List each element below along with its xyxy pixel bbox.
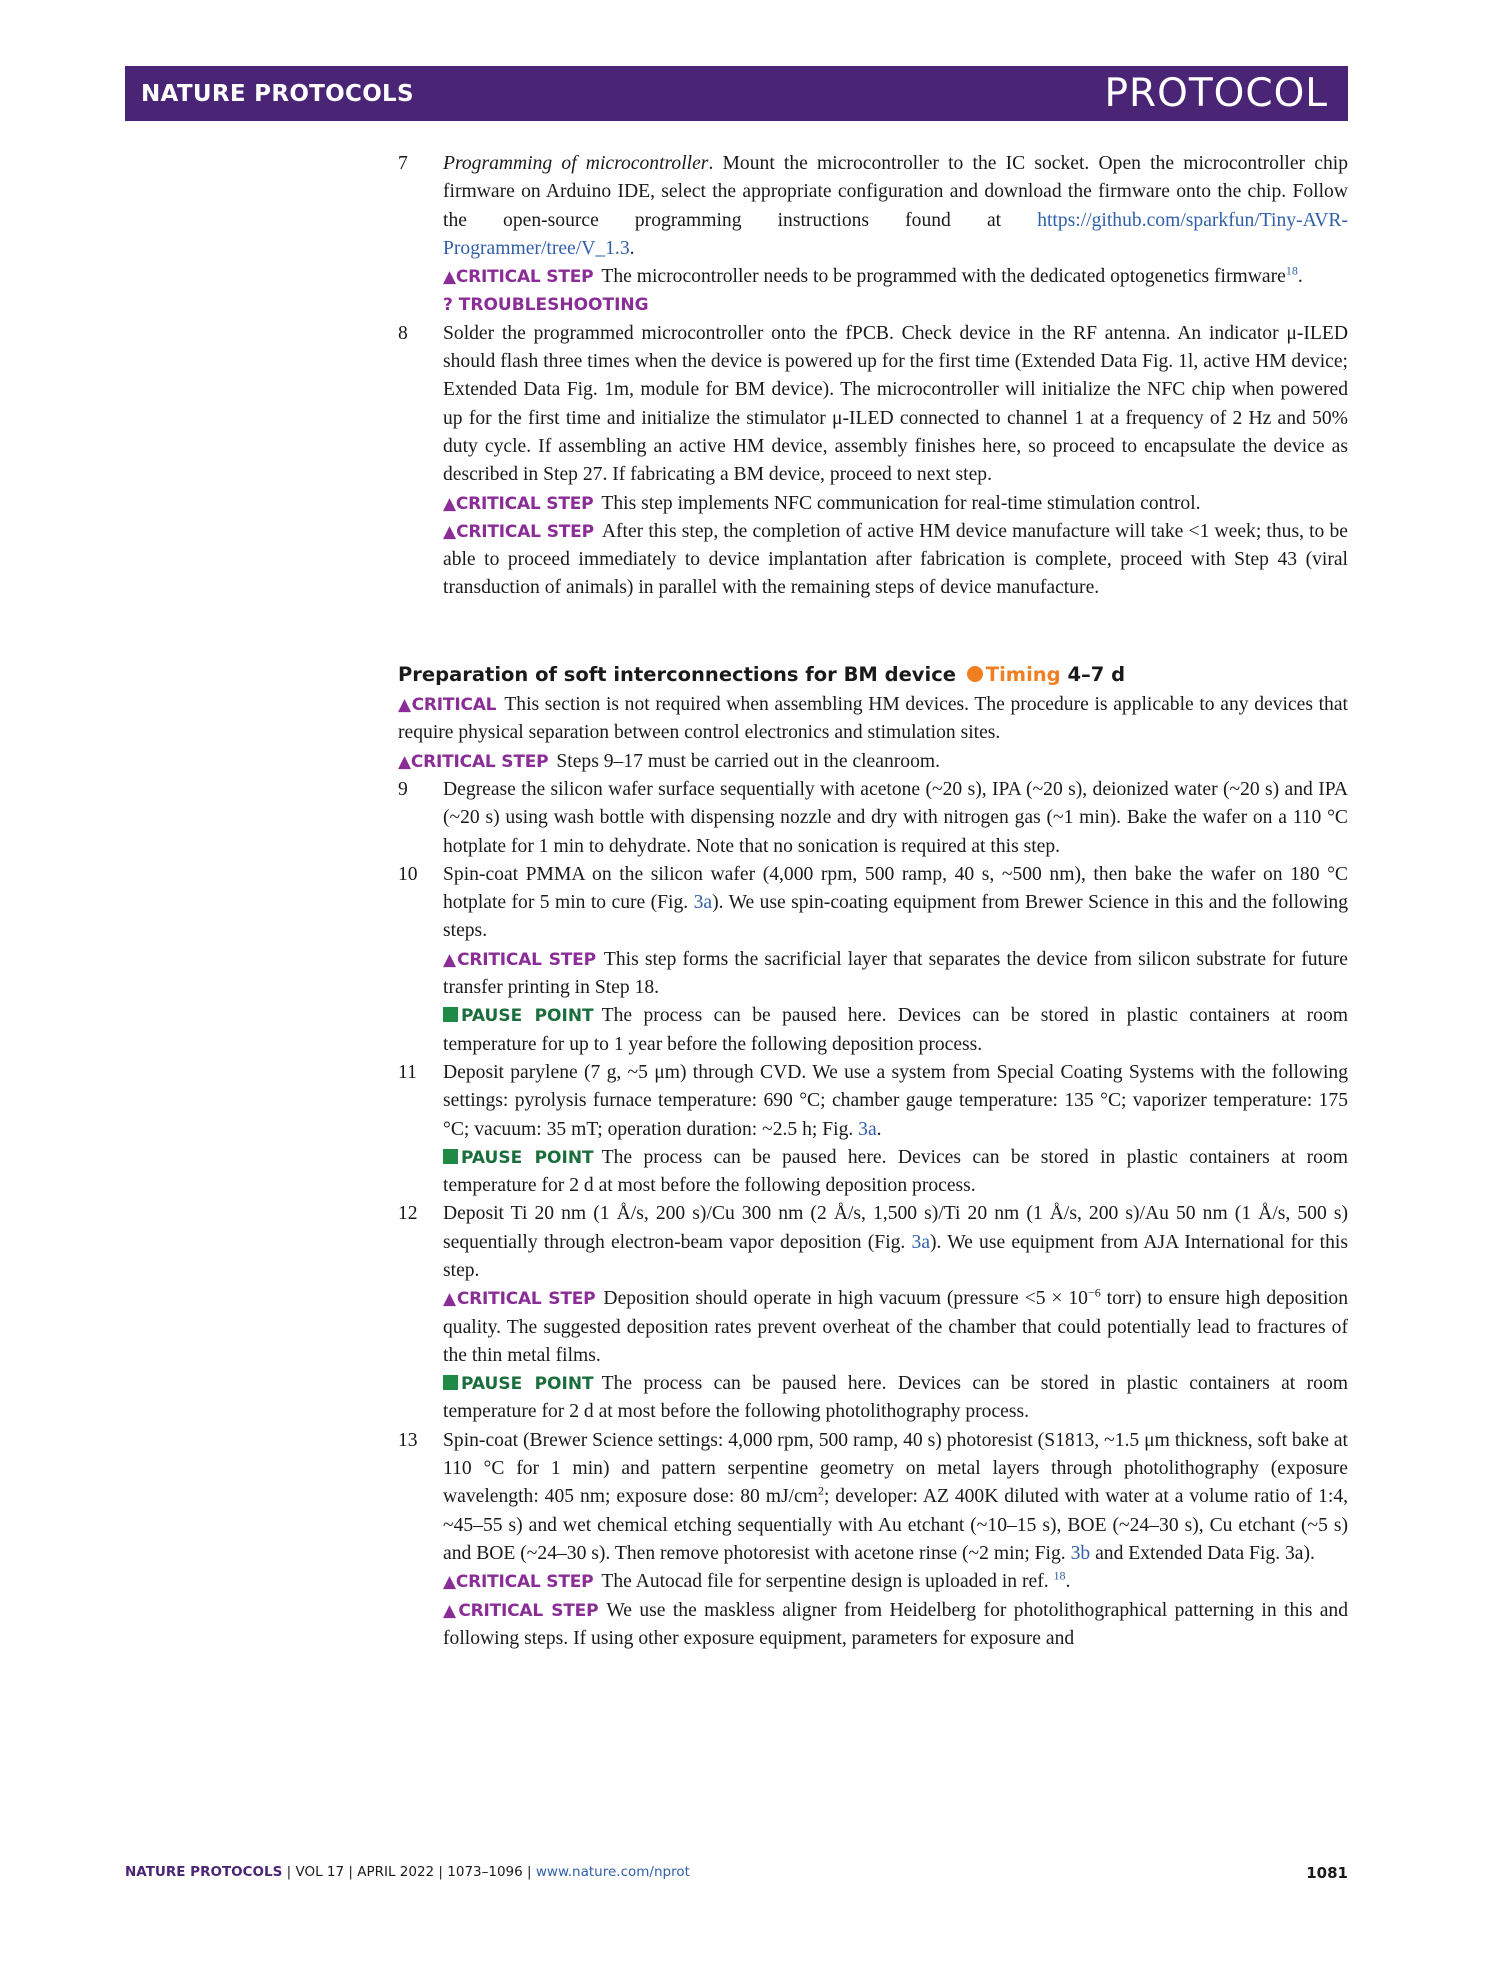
section-title: Preparation of soft interconnections for BM device <box>398 662 956 686</box>
critical-step-note: ▲CRITICAL STEP This step implements NFC communication for real-time stimulation control. <box>443 492 1201 514</box>
github-link[interactable]: https://github.com/sparkfun/Tiny-AVR-Programmer/tree/V_1.3 <box>443 209 1348 259</box>
pause-point-label: PAUSE POINT <box>443 1006 594 1026</box>
critical-step-note: ▲CRITICAL STEP This step forms the sacrificial layer that separates the device from silicon substrate for future transfer printing in Step 18. <box>443 948 1348 999</box>
pause-point-label: PAUSE POINT <box>443 1374 594 1394</box>
step-text: Degrease the silicon wafer surface sequentially with acetone (~20 s), IPA (~20 s), deionized water (~20 s) and IPA (~20 s) using wash bottle with dispensing nozzle and dry with nitrogen gas (~1 min). Bake the wafer on a 110 °C hotplate for 1 min to dehydrate. Note that no sonication is required at this step. <box>443 778 1348 857</box>
step-number: 7 <box>398 153 408 174</box>
step-title: Programming of microcontroller <box>443 153 709 174</box>
step-number: 11 <box>398 1061 417 1083</box>
footer-url-link[interactable]: www.nature.com/nprot <box>535 1864 690 1880</box>
step-number: 9 <box>398 778 408 800</box>
step-text: Solder the programmed microcontroller onto the fPCB. Check device in the RF antenna. An indicator μ-ILED should flash three times when the device is powered up for the first time (Extended Data Fig. 1l, active HM device; Extended Data Fig. 1m, module for BM device). The microcontroller will initialize the NFC chip when powered up for the first time and initialize the stimulator μ-ILED connected to channel 1 at a frequency of 2 Hz and 50% duty cycle. If assembling an active HM device, assembly finishes here, so proceed to encapsulate the device as described in Step 27. If fabricating a BM device, proceed to next step. <box>443 322 1348 486</box>
step-7: 7 Programming of microcontroller. Mount the microcontroller to the IC socket. Open the microcontroller chip firmware on Arduino IDE, select the appropriate configuration and download the firmware onto the chip. Follow the open-source programming instructions found at https://github.com/sparkfun/Tiny-AVR-Programmer/tree/V_1.3. <box>398 150 1348 263</box>
step-number: 12 <box>398 1203 418 1225</box>
article-body <box>398 150 1348 1653</box>
critical-step-note: ▲CRITICAL STEP Deposition should operate in high vacuum (pressure $<5 \times 10^{-6}$ torr) to ensure high deposition quality. The suggested deposition rates prevent overheat of the chamber that could potentially lead to fractures of the thin metal films. <box>443 1285 1348 1366</box>
critical-step-label: ▲CRITICAL STEP <box>443 949 596 970</box>
article-type-label: PROTOCOL <box>1104 71 1328 116</box>
critical-label: ▲CRITICAL <box>398 695 497 716</box>
critical-step-label: ▲CRITICAL STEP <box>443 493 594 514</box>
step-10: 10 Spin-coat PMMA on the silicon wafer (4,000 rpm, 500 ramp, 40 s, ~500 nm), then bake the wafer on 180 °C hotplate for 5 min to cure (Fig. 3a). We use spin-coating equipment from Brewer Science in this and the following steps. <box>398 861 1348 946</box>
pause-point-note: PAUSE POINT The process can be paused here. Devices can be stored in plastic containers at room temperature for 2 d at most before the following deposition process. <box>443 1146 1348 1197</box>
step-number: 8 <box>398 322 408 344</box>
critical-step-note: ▲CRITICAL STEP After this step, the completion of active HM device manufacture will take <1 week; thus, to be able to proceed immediately to device implantation after fabrication is complete, proceed with Step 43 (viral transduction of animals) in parallel with the remaining steps of device manufacture. <box>443 520 1348 599</box>
critical-section-note: ▲CRITICAL This section is not required when assembling HM devices. The procedure is applicable to any devices that require physical separation between control electronics and stimulation sites. <box>398 694 1348 744</box>
critical-step-label: ▲CRITICAL STEP <box>443 1289 596 1310</box>
critical-step-label: ▲CRITICAL STEP <box>443 1600 599 1621</box>
critical-step-label: ▲CRITICAL STEP <box>443 1572 594 1593</box>
reference-link[interactable]: 18 <box>1053 1568 1066 1583</box>
page-footer <box>125 1864 1348 1882</box>
pause-point-label: PAUSE POINT <box>443 1148 594 1168</box>
pause-square-icon <box>443 1149 458 1164</box>
step-number: 13 <box>398 1429 418 1451</box>
critical-step-note: ▲CRITICAL STEP The microcontroller needs to be programmed with the dedicated optogenetics firmware$^{18}$. <box>443 263 1303 288</box>
step-9 <box>398 776 1348 861</box>
critical-step-label: ▲CRITICAL STEP <box>398 751 549 772</box>
step-8 <box>398 320 1348 490</box>
step-11: 11 Deposit parylene (7 g, ~5 μm) through CVD. We use a system from Special Coating Systems with the following settings: pyrolysis furnace temperature: 690 °C; chamber gauge temperature: 135 °C; vaporizer temperature: 175 °C; vacuum: 35 mT; operation duration: ~2.5 h; Fig. 3a. <box>398 1059 1348 1144</box>
pause-point-note: PAUSE POINT The process can be paused here. Devices can be stored in plastic containers at room temperature for 2 d at most before the following photolithography process. <box>443 1373 1348 1423</box>
step-13: 13 Spin-coat (Brewer Science settings: 4,000 rpm, 500 ramp, 40 s) photoresist (S1813, ~1.5 μm thickness, soft bake at 110 °C for 1 min) and pattern serpentine geometry on metal layers through photolithography (exposure wavelength: 405 nm; exposure dose: 80 $mJ/cm^2$; developer: AZ 400K diluted with water at a volume ratio of 1:4, ~45–55 s) and wet chemical etching sequentially with Au etchant (~10–15 s), BOE (~24–30 s), Cu etchant (~5 s) and BOE (~24–30 s). Then remove photoresist with acetone rinse (~2 min; Fig. 3b and Extended Data Fig. 3a). <box>398 1427 1348 1568</box>
step-text: . Mount the microcontroller to the IC socket. Open the microcontroller chip firmware on Arduino IDE, select the appropriate configuration and download the firmware onto the chip. Follow the open-source programming instructions found at <box>443 153 1348 231</box>
timing-label: Timing <box>985 662 1061 686</box>
critical-step-note: ▲CRITICAL STEP We use the maskless aligner from Heidelberg for photolithographical patterning in this and following steps. If using other exposure equipment, parameters for exposure and <box>443 1599 1348 1649</box>
footer-journal: NATURE PROTOCOLS <box>125 1864 283 1880</box>
journal-name: NATURE PROTOCOLS <box>141 80 414 107</box>
pause-point-note: PAUSE POINT The process can be paused here. Devices can be stored in plastic containers at room temperature for up to 1 year before the following deposition process. <box>443 1005 1348 1055</box>
figure-link[interactable]: 3b <box>1070 1542 1091 1564</box>
footer-citation <box>125 1864 690 1882</box>
footer-details: | VOL 17 | APRIL 2022 | 1073–1096 | <box>282 1864 536 1880</box>
critical-step-label: ▲CRITICAL STEP <box>443 521 594 542</box>
timing-value: 4–7 d <box>1067 662 1126 686</box>
pause-square-icon <box>443 1007 458 1022</box>
page-number: 1081 <box>1306 1864 1348 1882</box>
troubleshooting-note <box>398 291 1348 319</box>
journal-header-bar <box>125 66 1348 121</box>
critical-step-note: ▲CRITICAL STEP Steps 9–17 must be carried out in the cleanroom. <box>398 750 941 772</box>
figure-link[interactable]: 3a <box>858 1118 877 1140</box>
section-heading <box>398 661 1348 689</box>
troubleshooting-label[interactable]: ? TROUBLESHOOTING <box>443 295 649 316</box>
critical-step-note: ▲CRITICAL STEP The Autocad file for serpentine design is uploaded in ref. $^{18}$. <box>443 1568 1071 1593</box>
critical-step-label: ▲CRITICAL STEP <box>443 267 594 288</box>
timing-icon <box>967 666 983 682</box>
reference-link[interactable]: 18 <box>1285 263 1298 278</box>
figure-link[interactable]: 3a <box>911 1231 931 1253</box>
figure-link[interactable]: 3a <box>693 892 713 914</box>
step-number: 10 <box>398 863 418 885</box>
pause-square-icon <box>443 1375 458 1390</box>
step-12: 12 Deposit Ti 20 nm (1 Å/s, 200 s)/Cu 300 nm (2 Å/s, 1,500 s)/Ti 20 nm (1 Å/s, 200 s)/Au 50 nm (1 Å/s, 500 s) sequentially through electron-beam vapor deposition (Fig. 3a). We use equipment from AJA International for this step. <box>398 1200 1348 1285</box>
